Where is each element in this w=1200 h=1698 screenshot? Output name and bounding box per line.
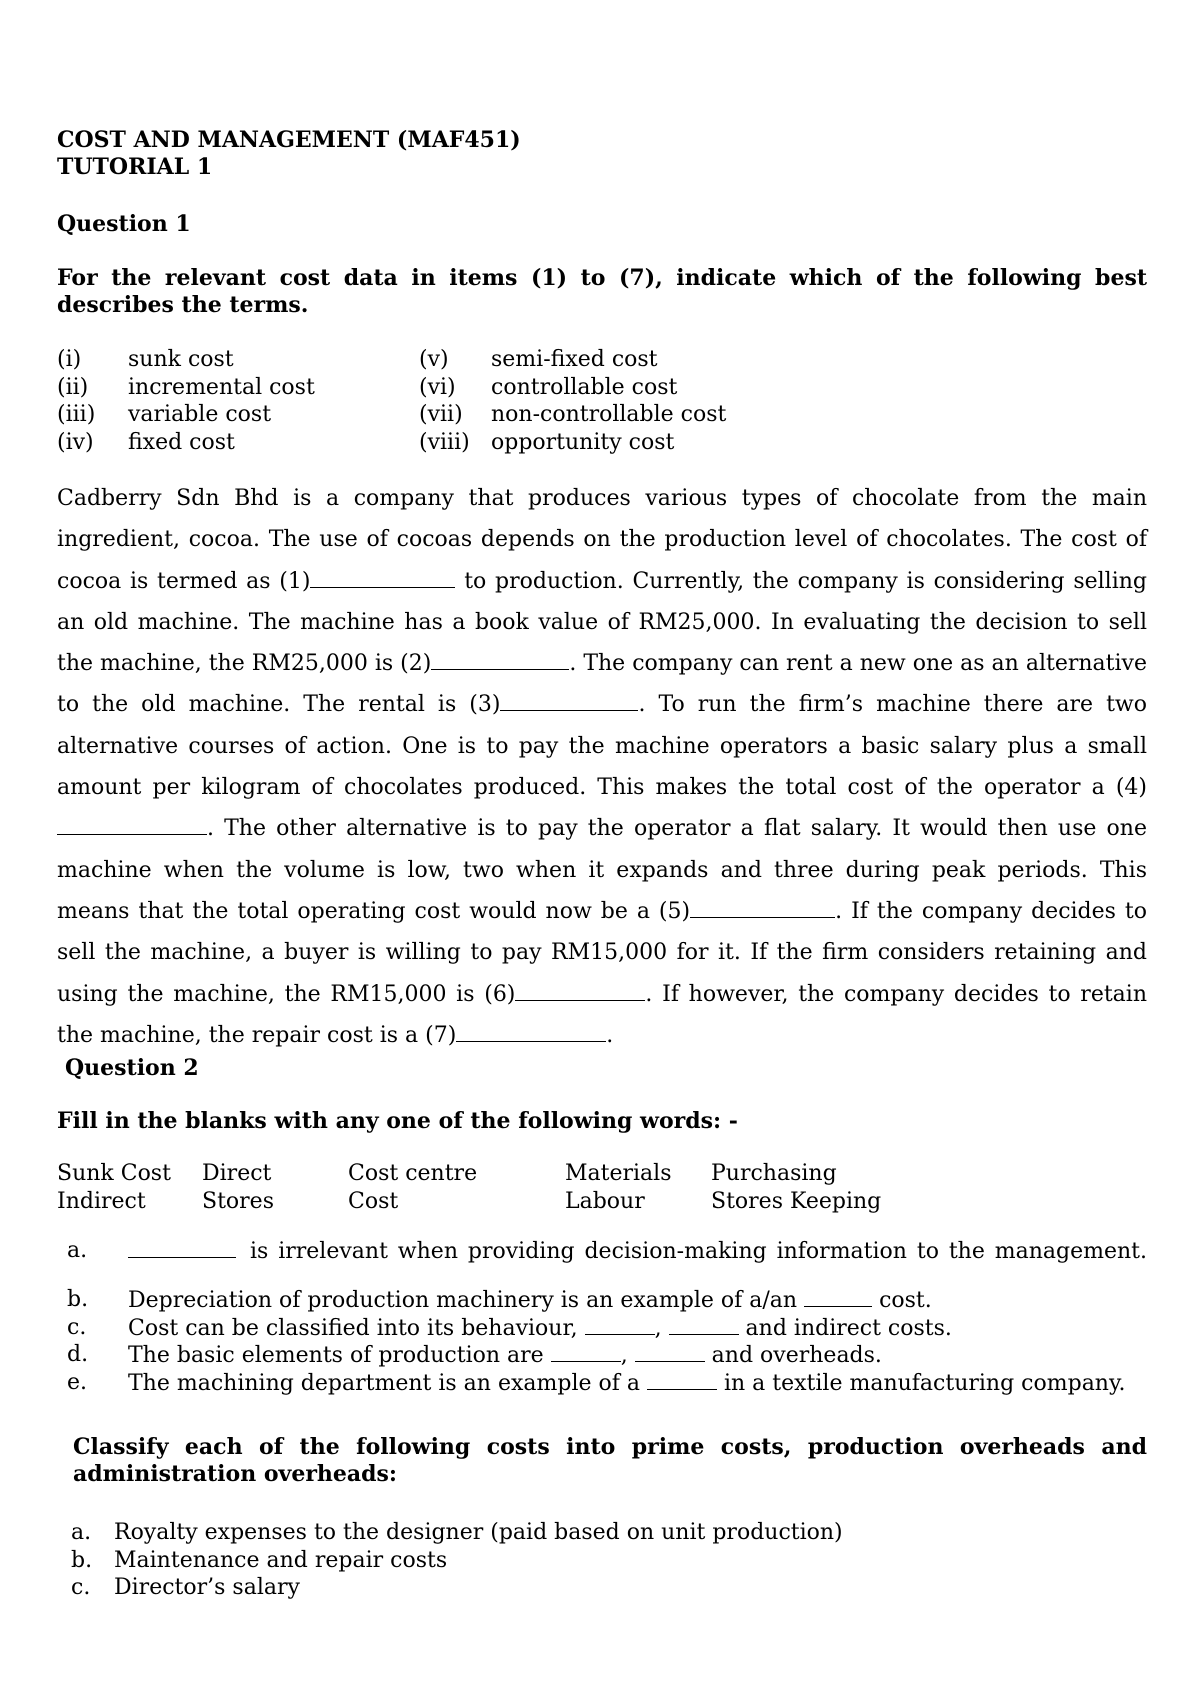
term-number: (iii)	[57, 402, 96, 427]
item-text-part: in a textile manufacturing company.	[716, 1370, 1126, 1396]
item-text	[128, 1286, 932, 1315]
term-number: (v)	[419, 347, 449, 372]
item-text-part: is irrelevant when providing decision-making information to the management.	[250, 1239, 1147, 1264]
fill-blank	[669, 1314, 739, 1335]
item-text-part: The machining department is an example of a	[128, 1370, 647, 1396]
item-letter: a.	[71, 1520, 92, 1545]
word-option: Cost centre	[348, 1161, 478, 1186]
item-text: Royalty expenses to the designer (paid based on unit production)	[114, 1520, 843, 1545]
fill-blank	[551, 1341, 621, 1362]
answer-blank-6	[515, 980, 645, 1001]
item-text-part: Cost can be classified into its behaviour,	[128, 1315, 585, 1341]
passage-text: . The other alternative is to pay the operator a flat salary. It would then use one machine when the volume is low, two when it expands and three during peak periods. This means that the total operating cost would now be a (5)	[57, 816, 1147, 924]
term-label: controllable cost	[491, 374, 678, 400]
fill-in-item	[57, 1314, 1147, 1342]
classify-instruction: Classify each of the following costs into prime costs, production overheads and administration overheads:	[73, 1434, 1147, 1487]
item-letter: a.	[67, 1238, 88, 1263]
question-1-heading: Question 1	[57, 211, 191, 237]
fill-in-item	[57, 1341, 1147, 1369]
term-label: sunk cost	[128, 347, 234, 372]
answer-blank-1	[310, 567, 455, 588]
passage-text: Cadberry Sdn Bhd is a company that produces various types of chocolate from the main ingredient, cocoa. The use of cocoas depends on the production level of chocolates. The cost of cocoa is termed as (1)	[57, 486, 1147, 594]
item-letter: d.	[67, 1342, 89, 1367]
fill-in-list	[57, 1237, 1147, 1396]
fill-blank	[585, 1314, 655, 1335]
term-number: (i)	[57, 347, 82, 372]
word-option: Indirect	[57, 1188, 146, 1214]
word-option: Direct	[202, 1161, 272, 1186]
passage-text: to production. Currently, the company is considering selling an old machine. The machine has a book value of RM25,000. In evaluating the decision to sell the machine, the RM25,000 is (2)	[57, 568, 1147, 677]
answer-blank-5	[690, 897, 835, 918]
fill-blank	[647, 1369, 717, 1390]
fill-in-item	[57, 1237, 1147, 1265]
passage-text: . If the company decides to sell the machine, a buyer is willing to pay RM15,000 for it. If the firm considers retaining and using the machine, the RM15,000 is (6)	[57, 898, 1148, 1007]
answer-blank-2	[431, 649, 569, 670]
word-option: Stores	[202, 1188, 274, 1214]
item-text-part: The basic elements of production are	[128, 1343, 551, 1368]
fill-blank	[635, 1341, 705, 1362]
fill-blank	[128, 1237, 236, 1258]
fill-in-item	[57, 1369, 1147, 1397]
term-label: incremental cost	[128, 374, 315, 400]
item-text	[128, 1314, 952, 1343]
item-text-part: cost.	[872, 1288, 932, 1313]
term-label: opportunity cost	[491, 429, 675, 455]
passage-text: .	[606, 1022, 614, 1048]
tutorial-title: TUTORIAL 1	[57, 154, 213, 180]
item-text: Director’s salary	[114, 1575, 300, 1600]
item-text-part: and indirect costs.	[738, 1315, 952, 1341]
question-1-instruction: For the relevant cost data in items (1) to (7), indicate which of the following best describes the terms.	[57, 265, 1147, 318]
item-text-part: ,	[620, 1343, 635, 1368]
fill-in-item	[57, 1286, 1147, 1314]
word-option: Cost	[348, 1188, 399, 1214]
word-option: Materials	[565, 1161, 672, 1186]
item-text: Maintenance and repair costs	[114, 1547, 448, 1573]
term-label: non-controllable cost	[491, 402, 727, 427]
term-number: (iv)	[57, 429, 94, 455]
term-number: (viii)	[419, 429, 470, 455]
passage-text: . To run the firm’s machine there are two alternative courses of action. One is to pay the machine operators a basic salary plus a small amount per kilogram of chocolates produced. This makes the total cost of the operator a (4)	[57, 692, 1147, 801]
question-1-passage	[57, 478, 1147, 1056]
item-text	[128, 1341, 882, 1370]
term-number: (vi)	[419, 374, 456, 400]
answer-blank-3	[500, 690, 638, 711]
item-text-part: ,	[654, 1315, 669, 1341]
item-letter: e.	[67, 1369, 88, 1395]
term-label: semi-fixed cost	[491, 347, 658, 372]
word-option: Purchasing	[711, 1161, 837, 1186]
fill-blank	[804, 1286, 872, 1307]
item-letter: b.	[67, 1287, 89, 1312]
answer-blank-4	[57, 814, 207, 835]
word-option: Labour	[565, 1188, 645, 1214]
question-2-instruction: Fill in the blanks with any one of the following words: -	[57, 1108, 738, 1134]
term-label: variable cost	[128, 402, 272, 427]
word-option: Sunk Cost	[57, 1161, 171, 1186]
item-text-part: and overheads.	[704, 1343, 882, 1368]
passage-text: . The company can rent a new one as an alternative to the old machine. The rental is (3)	[57, 651, 1147, 718]
term-number: (ii)	[57, 374, 89, 400]
item-text-part: Depreciation of production machinery is an example of a/an	[128, 1288, 805, 1313]
item-letter: b.	[71, 1547, 93, 1573]
question-2-heading: Question 2	[65, 1055, 199, 1081]
item-letter: c.	[71, 1575, 91, 1600]
word-option: Stores Keeping	[711, 1188, 882, 1214]
term-label: fixed cost	[128, 429, 235, 455]
item-letter: c.	[67, 1314, 87, 1340]
item-text	[128, 1369, 1125, 1398]
answer-blank-7	[456, 1021, 606, 1042]
passage-text: . If however, the company decides to retain the machine, the repair cost is a (7)	[57, 981, 1147, 1048]
course-title: COST AND MANAGEMENT (MAF451)	[57, 127, 521, 153]
item-text	[128, 1237, 1147, 1266]
term-number: (vii)	[419, 402, 463, 427]
